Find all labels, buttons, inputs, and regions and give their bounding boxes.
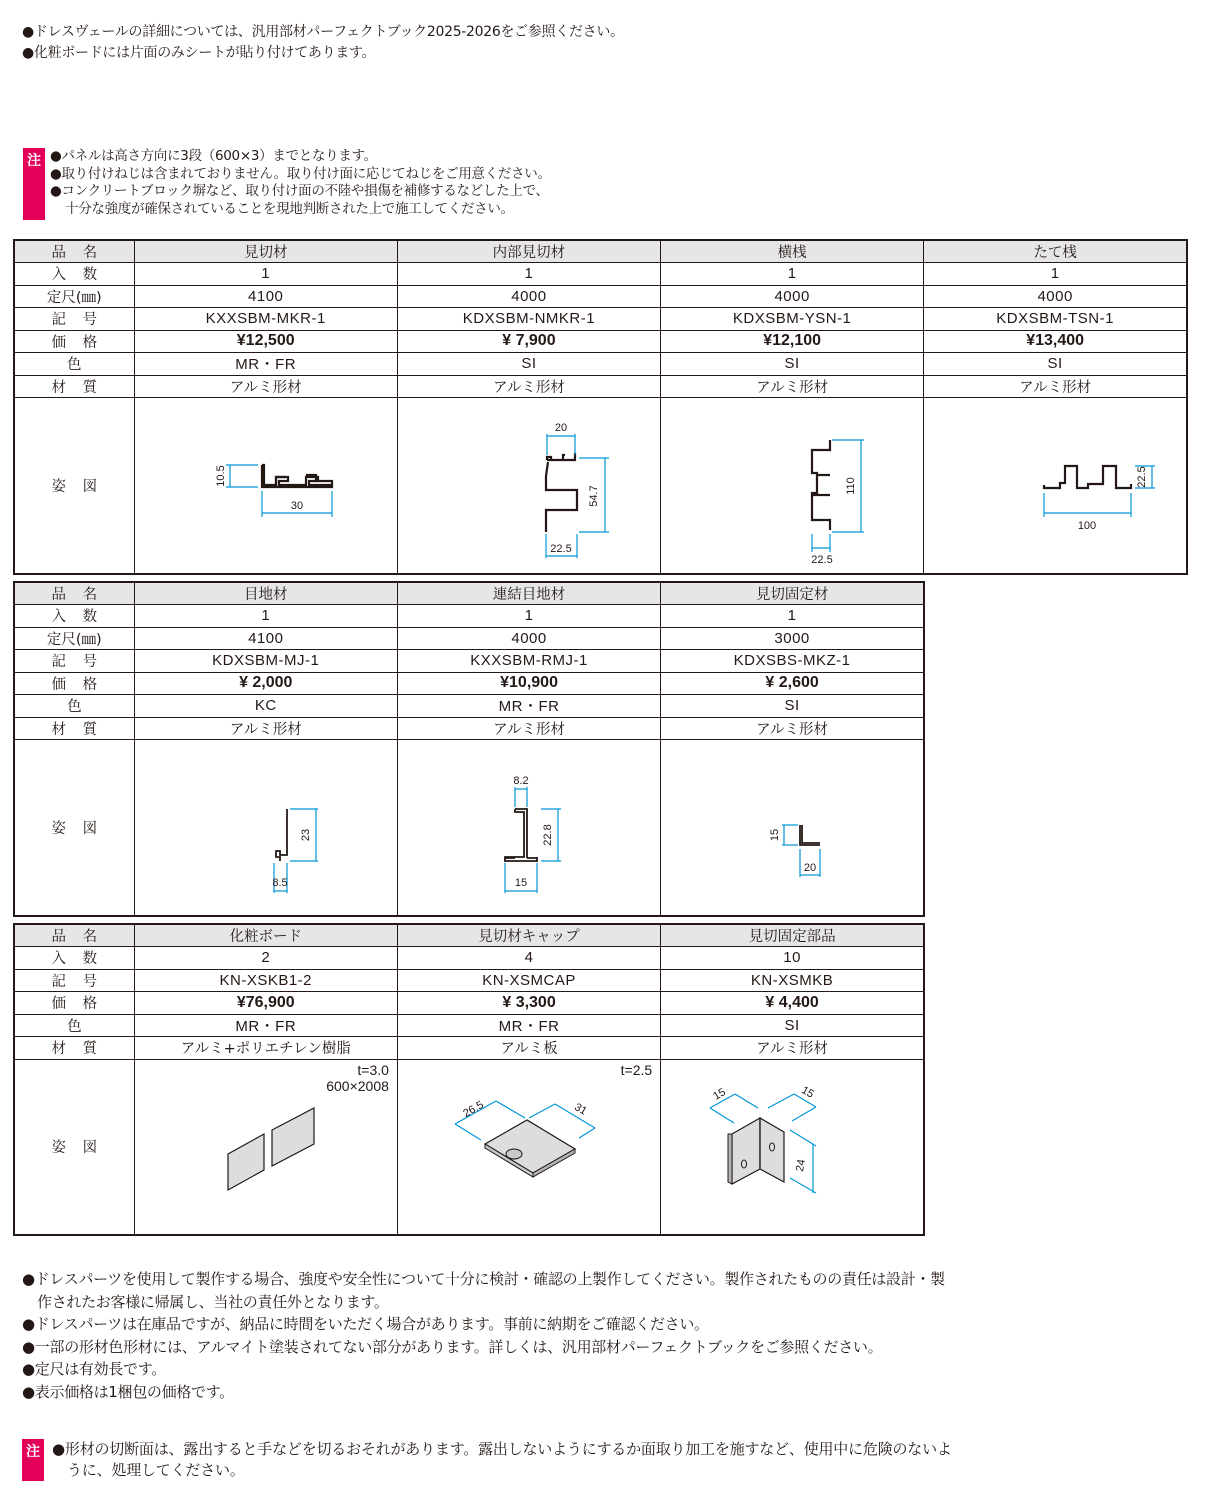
color-value: SI xyxy=(397,353,660,376)
product-name: たて桟 xyxy=(924,240,1187,263)
svg-text:26.5: 26.5 xyxy=(461,1098,486,1120)
material-value: アルミ形材 xyxy=(924,375,1187,398)
svg-text:54.7: 54.7 xyxy=(587,485,600,507)
color-value: MR・FR xyxy=(134,353,397,376)
length-value: 4000 xyxy=(397,627,660,650)
svg-text:22.5: 22.5 xyxy=(811,554,833,567)
svg-text:8.5: 8.5 xyxy=(272,877,288,890)
code-value: KN-XSMCAP xyxy=(397,969,660,992)
profile-drawing-naibu-mikiri xyxy=(429,410,629,560)
code-value: KDXSBM-MJ-1 xyxy=(134,650,397,673)
label-code: 記 号 xyxy=(14,308,134,331)
color-value: KC xyxy=(134,695,397,718)
cap-drawing xyxy=(399,1062,659,1232)
price-value: ¥12,500 xyxy=(134,330,397,353)
label-material: 材 質 xyxy=(14,717,134,740)
label-price: 価 格 xyxy=(14,672,134,695)
row-code xyxy=(14,308,1187,331)
price-value: ¥76,900 xyxy=(134,992,397,1015)
material-value: アルミ形材 xyxy=(397,717,660,740)
qty-value: 10 xyxy=(661,947,924,970)
price-value: ¥12,100 xyxy=(661,330,924,353)
caution-block-bottom xyxy=(22,1439,952,1481)
profile-drawing-tatesan xyxy=(955,425,1155,545)
row-material xyxy=(14,1037,924,1060)
qty-value: 1 xyxy=(134,605,397,628)
price-value: ¥ 7,900 xyxy=(397,330,660,353)
product-name: 見切固定部品 xyxy=(661,924,924,947)
color-value: SI xyxy=(661,353,924,376)
label-code: 記 号 xyxy=(14,969,134,992)
figure-mikiri-kotei-buhin xyxy=(661,1059,924,1235)
qty-value: 1 xyxy=(661,605,924,628)
qty-value: 1 xyxy=(661,263,924,286)
price-value: ¥10,900 xyxy=(397,672,660,695)
qty-value: 1 xyxy=(397,263,660,286)
product-name: 目地材 xyxy=(134,582,397,605)
product-name: 見切固定材 xyxy=(661,582,924,605)
note-line: ●化粧ボードには片面のみシートが貼り付けてあります。 xyxy=(22,45,376,61)
caution-line: うに、処理してください。 xyxy=(67,1461,245,1479)
label-qty: 入 数 xyxy=(14,947,134,970)
profile-drawing-mikiri xyxy=(166,425,366,545)
label-material: 材 質 xyxy=(14,1037,134,1060)
svg-text:100: 100 xyxy=(1077,520,1097,533)
price-value: ¥ 2,600 xyxy=(661,672,924,695)
price-value: ¥ 2,000 xyxy=(134,672,397,695)
qty-value: 1 xyxy=(134,263,397,286)
caution-badge: 注 xyxy=(23,148,45,220)
qty-value: 1 xyxy=(397,605,660,628)
qty-value: 1 xyxy=(924,263,1187,286)
row-name xyxy=(14,924,924,947)
spec-table-3 xyxy=(13,923,925,1236)
label-name: 品 名 xyxy=(14,924,134,947)
row-figure xyxy=(14,740,924,916)
color-value: MR・FR xyxy=(134,1014,397,1037)
svg-text:22.8: 22.8 xyxy=(542,824,555,846)
row-color xyxy=(14,1014,924,1037)
figure-mikiri-cap xyxy=(397,1059,660,1235)
label-qty: 入 数 xyxy=(14,605,134,628)
figure-mikiri xyxy=(134,398,397,574)
label-length: 定尺(㎜) xyxy=(14,285,134,308)
code-value: KXXSBM-RMJ-1 xyxy=(397,650,660,673)
row-figure xyxy=(14,1059,924,1235)
length-value: 4000 xyxy=(397,285,660,308)
note-line: ●ドレスパーツを使用して製作する場合、強度や安全性について十分に検討・確認の上製作してください。製作されたものの責任は設計・製 xyxy=(22,1270,945,1288)
svg-text:15: 15 xyxy=(799,1083,816,1101)
figure-mikiri-koteizai xyxy=(661,740,924,916)
bracket-drawing xyxy=(692,1062,892,1232)
profile-drawing-renketsu-mejizai xyxy=(429,747,629,907)
product-name: 見切材キャップ xyxy=(397,924,660,947)
row-color xyxy=(14,353,1187,376)
label-color: 色 xyxy=(14,1014,134,1037)
svg-text:15: 15 xyxy=(514,877,528,890)
code-value: KDXSBM-YSN-1 xyxy=(661,308,924,331)
material-value: アルミ形材 xyxy=(397,375,660,398)
spec-table-1 xyxy=(13,239,1188,575)
top-notes xyxy=(22,22,624,64)
caution-block xyxy=(23,148,551,218)
product-name: 見切材 xyxy=(134,240,397,263)
row-material xyxy=(14,717,924,740)
svg-text:22.5: 22.5 xyxy=(550,543,572,556)
caution-badge: 注 xyxy=(22,1439,44,1481)
color-value: SI xyxy=(661,1014,924,1037)
row-color xyxy=(14,695,924,718)
note-line: 作されたお客様に帰属し、当社の責任外となります。 xyxy=(37,1292,389,1311)
row-qty xyxy=(14,605,924,628)
profile-drawing-yokosan xyxy=(692,400,892,570)
material-value: アルミ形材 xyxy=(134,375,397,398)
caution-line: 十分な強度が確保されていることを現地判断された上で施工してください。 xyxy=(65,200,514,217)
row-price xyxy=(14,672,924,695)
profile-drawing-mejizai xyxy=(166,747,366,907)
code-value: KDXSBM-NMKR-1 xyxy=(397,308,660,331)
spec-table-2 xyxy=(13,581,925,917)
svg-text:20: 20 xyxy=(554,422,568,435)
label-color: 色 xyxy=(14,353,134,376)
figure-yokosan xyxy=(661,398,924,574)
bottom-notes xyxy=(22,1268,945,1403)
svg-text:30: 30 xyxy=(290,500,303,513)
qty-value: 4 xyxy=(397,947,660,970)
figure-tatesan xyxy=(924,398,1187,574)
row-material xyxy=(14,375,1187,398)
price-value: ¥13,400 xyxy=(924,330,1187,353)
label-qty: 入 数 xyxy=(14,263,134,286)
svg-text:22.5: 22.5 xyxy=(1136,466,1149,488)
code-value: KDXSBM-TSN-1 xyxy=(924,308,1187,331)
row-length xyxy=(14,285,1187,308)
svg-text:15: 15 xyxy=(711,1085,728,1103)
row-name xyxy=(14,240,1187,263)
code-value: KXXSBM-MKR-1 xyxy=(134,308,397,331)
length-value: 4100 xyxy=(134,285,397,308)
caution-line: ●パネルは高さ方向に3段（600×3）までとなります。 xyxy=(50,148,377,164)
svg-text:15: 15 xyxy=(769,829,782,842)
row-price xyxy=(14,330,1187,353)
color-value: MR・FR xyxy=(397,1014,660,1037)
product-name: 内部見切材 xyxy=(397,240,660,263)
length-value: 4000 xyxy=(924,285,1187,308)
product-name: 連結目地材 xyxy=(397,582,660,605)
material-value: アルミ形材 xyxy=(661,375,924,398)
label-figure: 姿 図 xyxy=(14,398,134,574)
code-value: KN-XSKB1-2 xyxy=(134,969,397,992)
label-figure: 姿 図 xyxy=(14,740,134,916)
row-qty xyxy=(14,947,924,970)
svg-text:23: 23 xyxy=(299,829,312,842)
material-value: アルミ形材 xyxy=(661,717,924,740)
row-figure xyxy=(14,398,1187,574)
svg-text:20: 20 xyxy=(803,862,817,875)
product-name: 化粧ボード xyxy=(134,924,397,947)
label-material: 材 質 xyxy=(14,375,134,398)
length-value: 3000 xyxy=(661,627,924,650)
row-code xyxy=(14,650,924,673)
caution-line: ●形材の切断面は、露出すると手などを切るおそれがあります。露出しないようにするか面取り加工を施すなど、使用中に危険のないよ xyxy=(52,1440,952,1458)
color-value: MR・FR xyxy=(397,695,660,718)
qty-value: 2 xyxy=(134,947,397,970)
note-line: ●表示価格は1梱包の価格です。 xyxy=(22,1382,234,1401)
color-value: SI xyxy=(661,695,924,718)
row-code xyxy=(14,969,924,992)
svg-text:110: 110 xyxy=(845,477,858,496)
length-value: 4000 xyxy=(661,285,924,308)
code-value: KN-XSMKB xyxy=(661,969,924,992)
row-length xyxy=(14,627,924,650)
label-length: 定尺(㎜) xyxy=(14,627,134,650)
figure-note: t=2.5 xyxy=(620,1061,653,1078)
label-price: 価 格 xyxy=(14,992,134,1015)
label-color: 色 xyxy=(14,695,134,718)
row-qty xyxy=(14,263,1187,286)
caution-line: ●取り付けねじは含まれておりません。取り付け面に応じてねじをご用意ください。 xyxy=(50,165,551,182)
material-value: アルミ形材 xyxy=(134,717,397,740)
note-line: ●一部の形材色形材には、アルマイト塗装されてない部分があります。詳しくは、汎用部材パーフェクトブックをご参照ください。 xyxy=(22,1337,883,1356)
label-name: 品 名 xyxy=(14,240,134,263)
material-value: アルミ形材 xyxy=(661,1037,924,1060)
code-value: KDXSBS-MKZ-1 xyxy=(661,650,924,673)
label-name: 品 名 xyxy=(14,582,134,605)
row-price xyxy=(14,992,924,1015)
note-line: ●定尺は有効長です。 xyxy=(22,1360,166,1378)
profile-drawing-mikiri-koteizai xyxy=(692,747,892,907)
figure-mejizai xyxy=(134,740,397,916)
svg-text:8.2: 8.2 xyxy=(513,775,529,788)
label-figure: 姿 図 xyxy=(14,1059,134,1235)
label-price: 価 格 xyxy=(14,330,134,353)
row-name xyxy=(14,582,924,605)
product-name: 横桟 xyxy=(661,240,924,263)
color-value: SI xyxy=(924,353,1187,376)
figure-naibu-mikiri xyxy=(397,398,660,574)
note-line: ●ドレスヴェールの詳細については、汎用部材パーフェクトブック2025-2026をご参照ください。 xyxy=(22,24,624,40)
figure-note: t=3.0 600×2008 xyxy=(326,1061,389,1094)
length-value: 4100 xyxy=(134,627,397,650)
material-value: アルミ板 xyxy=(397,1037,660,1060)
price-value: ¥ 3,300 xyxy=(397,992,660,1015)
material-value: アルミ+ポリエチレン樹脂 xyxy=(134,1037,397,1060)
svg-text:31: 31 xyxy=(572,1100,589,1118)
svg-text:10.5: 10.5 xyxy=(214,465,227,487)
caution-line: ●コンクリートブロック塀など、取り付け面の不陸や損傷を補修するなどした上で、 xyxy=(50,183,549,199)
price-value: ¥ 4,400 xyxy=(661,992,924,1015)
note-line: ●ドレスパーツは在庫品ですが、納品に時間をいただく場合があります。事前に納期をご確認ください。 xyxy=(22,1315,709,1333)
label-code: 記 号 xyxy=(14,650,134,673)
svg-text:24: 24 xyxy=(794,1158,809,1173)
figure-renketsu-mejizai xyxy=(397,740,660,916)
figure-keshou-board xyxy=(134,1059,397,1235)
